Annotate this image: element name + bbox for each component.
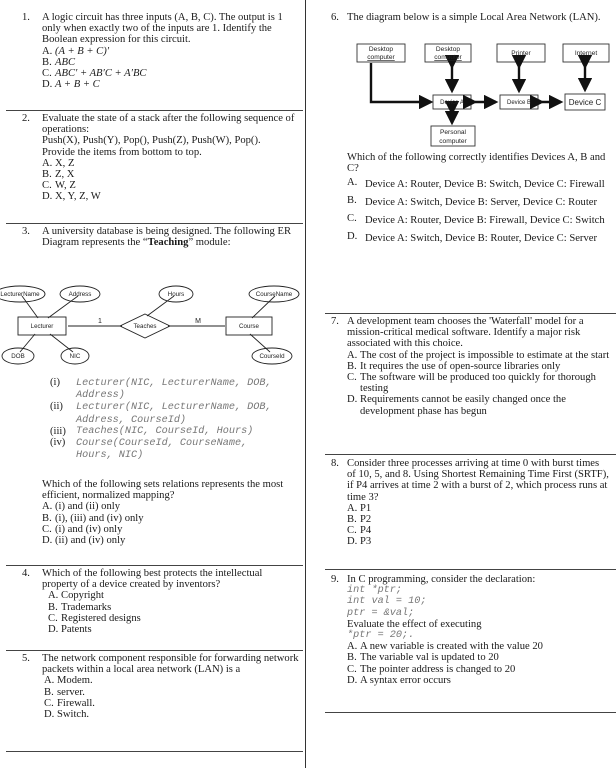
- er-label: Course: [239, 323, 259, 330]
- option-c[interactable]: C. Registered designs: [48, 612, 141, 624]
- lan-label: Internet: [574, 50, 598, 57]
- option-b[interactable]: B. P2: [347, 514, 372, 526]
- er-label: CourseId: [259, 353, 285, 360]
- option-d[interactable]: D. Patents: [48, 624, 92, 636]
- er-label: NIC: [69, 353, 81, 360]
- option-b[interactable]: B. Device A: Switch, Device B: Server, Device C: Router: [347, 195, 597, 209]
- option-c[interactable]: C. W, Z: [42, 180, 76, 192]
- lan-label: Device B: [506, 100, 532, 106]
- link-desktop1-device-a: [371, 63, 431, 102]
- option-a[interactable]: A. The cost of the project is impossible to estimate at the start: [347, 349, 610, 361]
- lan-label: computer: [367, 54, 395, 61]
- lan-label: computer: [439, 138, 467, 145]
- question-stem: A university database is being designed. The following ER Diagram represents the “Teaching” module:: [42, 226, 292, 249]
- question-separator: [6, 223, 303, 224]
- lan-diagram: [309, 38, 616, 150]
- er-label: CourseName: [255, 291, 293, 298]
- er-link: [48, 296, 78, 318]
- lan-label: Desktop: [435, 46, 461, 53]
- option-a[interactable]: A. P1: [347, 502, 372, 514]
- question-number: 3.: [22, 226, 30, 237]
- code-line: int val = 10;: [347, 596, 427, 608]
- option-d[interactable]: D. Switch.: [44, 709, 90, 721]
- option-c[interactable]: C. Device A: Router, Device B: Firewall, Device C: Switch: [347, 213, 605, 227]
- option-d[interactable]: D. (ii) and (iv) only: [42, 535, 126, 547]
- option-c[interactable]: C. Firewall.: [44, 697, 95, 709]
- option-a[interactable]: A. Copyright: [48, 590, 104, 602]
- option-c[interactable]: C. The software will be produced too quickly for thorough testing: [347, 372, 596, 395]
- er-link: [147, 296, 174, 316]
- code-line: ptr = &val;: [347, 607, 415, 619]
- code-line: *ptr = 20;.: [347, 630, 415, 642]
- relation-i: (i) Lecturer(NIC, LecturerName, DOB, Address): [50, 377, 272, 402]
- question-separator: [6, 650, 303, 651]
- er-label: DOB: [11, 353, 25, 360]
- option-b[interactable]: B. (i), (iii) and (iv) only: [42, 512, 144, 524]
- question-stem: Evaluate the state of a stack after the following sequence of operations:: [42, 113, 295, 136]
- question-separator: [325, 569, 616, 570]
- code-line: int *ptr;: [347, 585, 403, 597]
- option-b[interactable]: B. The variable val is updated to 20: [347, 652, 499, 664]
- option-b[interactable]: B. ABC: [42, 56, 76, 68]
- er-label: Teaches: [133, 323, 157, 330]
- question-prompt: Evaluate the effect of executing: [347, 618, 482, 630]
- option-a[interactable]: A. Modem.: [44, 675, 93, 687]
- question-stem: Which of the following best protects the intellectual property of a device created by inventors?: [42, 568, 263, 591]
- lan-label: Device C: [568, 98, 602, 107]
- question-prompt: Provide the items from bottom to top.: [42, 146, 202, 158]
- question-number: 8.: [331, 458, 339, 469]
- option-d[interactable]: D. P3: [347, 536, 372, 548]
- option-d[interactable]: D. A + B + C: [42, 79, 100, 91]
- lan-label: Personal: [439, 129, 467, 136]
- er-cardinality: M: [195, 318, 201, 325]
- lan-label: Device A: [440, 100, 464, 106]
- option-d[interactable]: D. Requirements cannot be easily changed once the development phase has begun: [347, 394, 566, 417]
- operation-sequence: Push(X), Push(Y), Pop(), Push(Z), Push(W), Pop().: [42, 135, 261, 147]
- question-separator: [6, 751, 303, 752]
- er-cardinality: 1: [98, 318, 102, 325]
- question-number: 6.: [331, 12, 339, 23]
- er-label: Hours: [167, 291, 185, 298]
- er-diagram: [0, 284, 303, 374]
- question-separator: [6, 110, 303, 111]
- question-number: 5.: [22, 653, 30, 664]
- question-number: 1.: [22, 12, 30, 23]
- question-separator: [325, 454, 616, 455]
- option-a[interactable]: A. (A + B + C)′: [42, 45, 110, 57]
- question-number: 4.: [22, 568, 30, 579]
- question-number: 2.: [22, 113, 30, 124]
- option-c[interactable]: C. ABC′ + AB′C + A′BC: [42, 68, 147, 80]
- question-stem: A development team chooses the 'Waterfall' model for a mission-critical medical software. Identify a major risk associated with this choice.: [347, 316, 584, 350]
- er-label: Address: [68, 291, 92, 298]
- relation-ii: (ii) Lecturer(NIC, LecturerName, DOB, Address, CourseId): [50, 401, 272, 426]
- question-prompt: Which of the following correctly identifies Devices A, B and C?: [347, 152, 606, 175]
- question-number: 9.: [331, 574, 339, 585]
- er-link: [22, 296, 38, 318]
- er-link: [50, 334, 73, 352]
- option-b[interactable]: B. server.: [44, 686, 85, 698]
- er-label: Lecturer: [30, 323, 54, 330]
- option-d[interactable]: D. A syntax error occurs: [347, 674, 451, 686]
- lan-label: Desktop: [368, 46, 394, 53]
- lan-label: Printer: [511, 50, 531, 57]
- option-b[interactable]: B. Trademarks: [48, 601, 112, 613]
- option-a[interactable]: A. A new variable is created with the value 20: [347, 641, 543, 653]
- relation-iii: (iii) Teaches(NIC, CourseId, Hours): [50, 425, 254, 437]
- option-b[interactable]: B. Z, X: [42, 169, 75, 181]
- option-b[interactable]: B. It requires the use of open-source libraries only: [347, 360, 561, 372]
- lan-label: computer: [434, 54, 462, 61]
- option-a[interactable]: A. Device A: Router, Device B: Switch, Device C: Firewall: [347, 177, 605, 191]
- option-c[interactable]: C. P4: [347, 525, 372, 537]
- er-label: LecturerName: [0, 291, 40, 298]
- option-c[interactable]: C. The pointer address is changed to 20: [347, 663, 516, 675]
- question-stem: Consider three processes arriving at time 0 with burst times of 10, 5, and 8. Using Shortest Remaining Time First (SRTF), if P4 arrives at time 2 with a burst of 2, which process runs at time 3?: [347, 458, 609, 503]
- question-stem: The network component responsible for forwarding network packets within a local area network (LAN) is a: [42, 653, 299, 676]
- option-d[interactable]: D. Device A: Switch, Device B: Router, Device C: Server: [347, 231, 597, 245]
- question-separator: [325, 712, 616, 713]
- option-a[interactable]: A. X, Z: [42, 157, 75, 169]
- column-divider: [305, 0, 306, 768]
- question-separator: [325, 313, 616, 314]
- question-stem: A logic circuit has three inputs (A, B, C). The output is 1 only when exactly two of the inputs are 1. Identify the Boolean expression for this circuit.: [42, 12, 283, 46]
- question-number: 7.: [331, 316, 339, 327]
- question-stem: In C programming, consider the declaration:: [347, 574, 536, 585]
- question-stem: The diagram below is a simple Local Area Network (LAN).: [347, 12, 601, 23]
- relation-iv: (iv) Course(CourseId, CourseName, Hours, NIC): [50, 437, 248, 462]
- option-a[interactable]: A. (i) and (ii) only: [42, 501, 121, 513]
- question-prompt: Which of the following sets relations represents the most efficient, normalized mapping?: [42, 479, 284, 502]
- option-d[interactable]: D. X, Y, Z, W: [42, 191, 101, 203]
- question-separator: [6, 565, 303, 566]
- option-c[interactable]: C. (i) and (iv) only: [42, 523, 123, 535]
